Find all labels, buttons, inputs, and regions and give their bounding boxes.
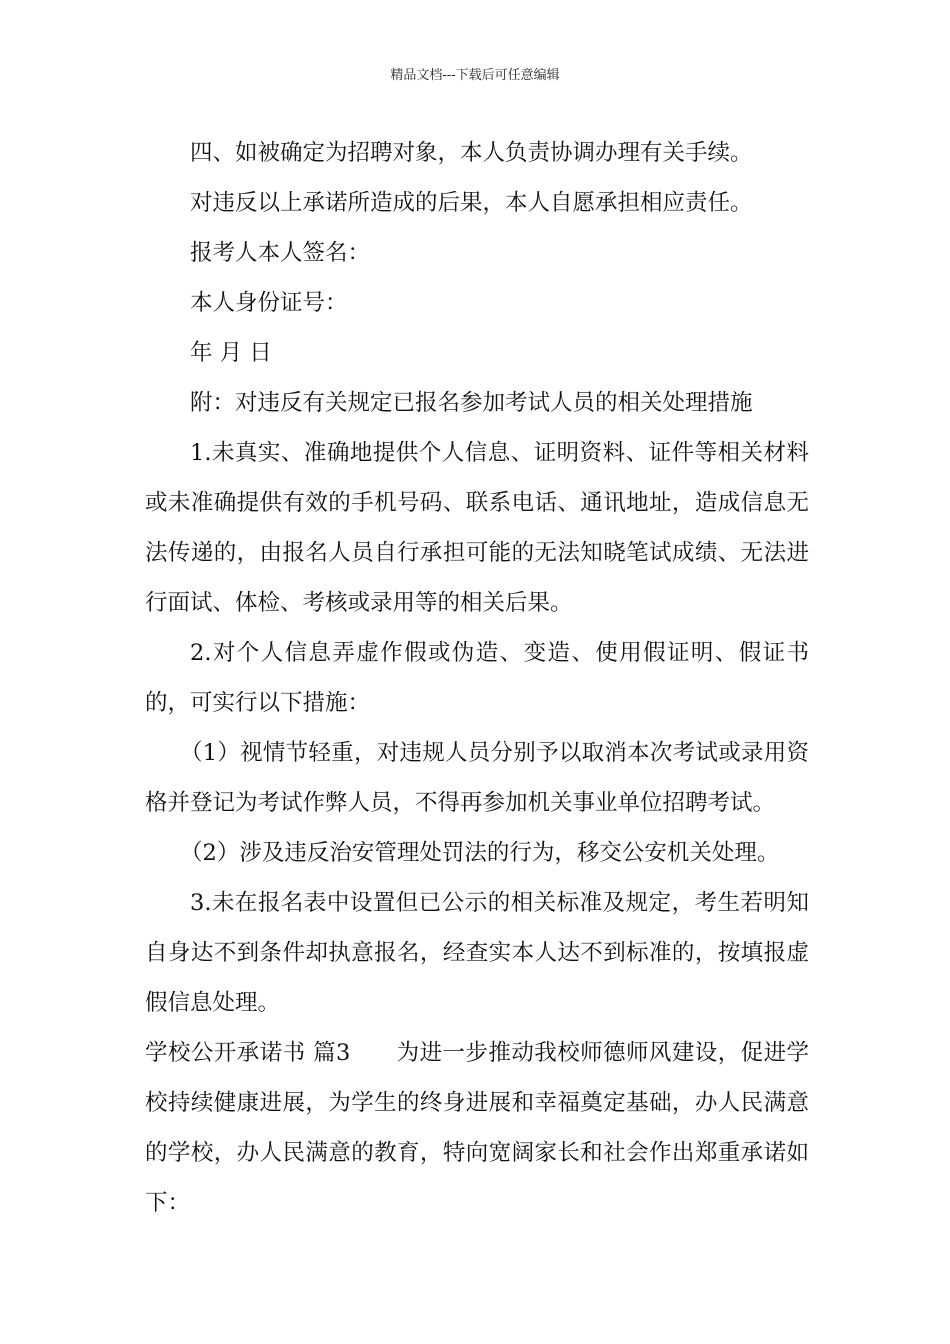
id-number-line: 本人身份证号： — [190, 290, 348, 316]
signature-line: 报考人本人签名： — [190, 240, 371, 266]
document-body — [145, 128, 809, 1228]
date-line: 年 月 日 — [190, 340, 272, 366]
paragraph-item-2: 2.对个人信息弄虚作假或伪造、变造、使用假证明、假证书的，可实行以下措施： — [145, 640, 809, 716]
page-header: 精品文档---下载后可任意编辑 — [390, 68, 560, 83]
appendix-title: 附：对违反有关规定已报名参加考试人员的相关处理措施 — [190, 390, 753, 416]
paragraph-item-2-2: （2）涉及违反治安管理处罚法的行为，移交公安机关处理。 — [180, 840, 780, 866]
paragraph-responsibility: 对违反以上承诺所造成的后果，本人自愿承担相应责任。 — [190, 190, 753, 216]
paragraph-item-3: 3.未在报名表中设置但已公示的相关标准及规定，考生若明知自身达不到条件却执意报名，经查实本人达不到标准的，按填报虚假信息处理。 — [145, 890, 809, 1016]
paragraph-procedures: 四、如被确定为招聘对象，本人负责协调办理有关手续。 — [190, 140, 753, 166]
paragraph-item-1: 1.未真实、准确地提供个人信息、证明资料、证件等相关材料或未准确提供有效的手机号码、联系电话、通讯地址，造成信息无法传递的，由报名人员自行承担可能的无法知晓笔试成绩、无法进行面试、体检、考核或录用等的相关后果。 — [145, 440, 809, 616]
paragraph-item-2-1: （1）视情节轻重，对违规人员分别予以取消本次考试或录用资格并登记为考试作弊人员，不得再参加机关事业单位招聘考试。 — [145, 740, 809, 816]
paragraph-section-3: 学校公开承诺书 篇3 为进一步推动我校师德师风建设，促进学校持续健康进展，为学生的终身进展和幸福奠定基础，办人民满意的学校，办人民满意的教育，特向宽阔家长和社会作出郑重承诺如下： — [145, 1040, 809, 1216]
